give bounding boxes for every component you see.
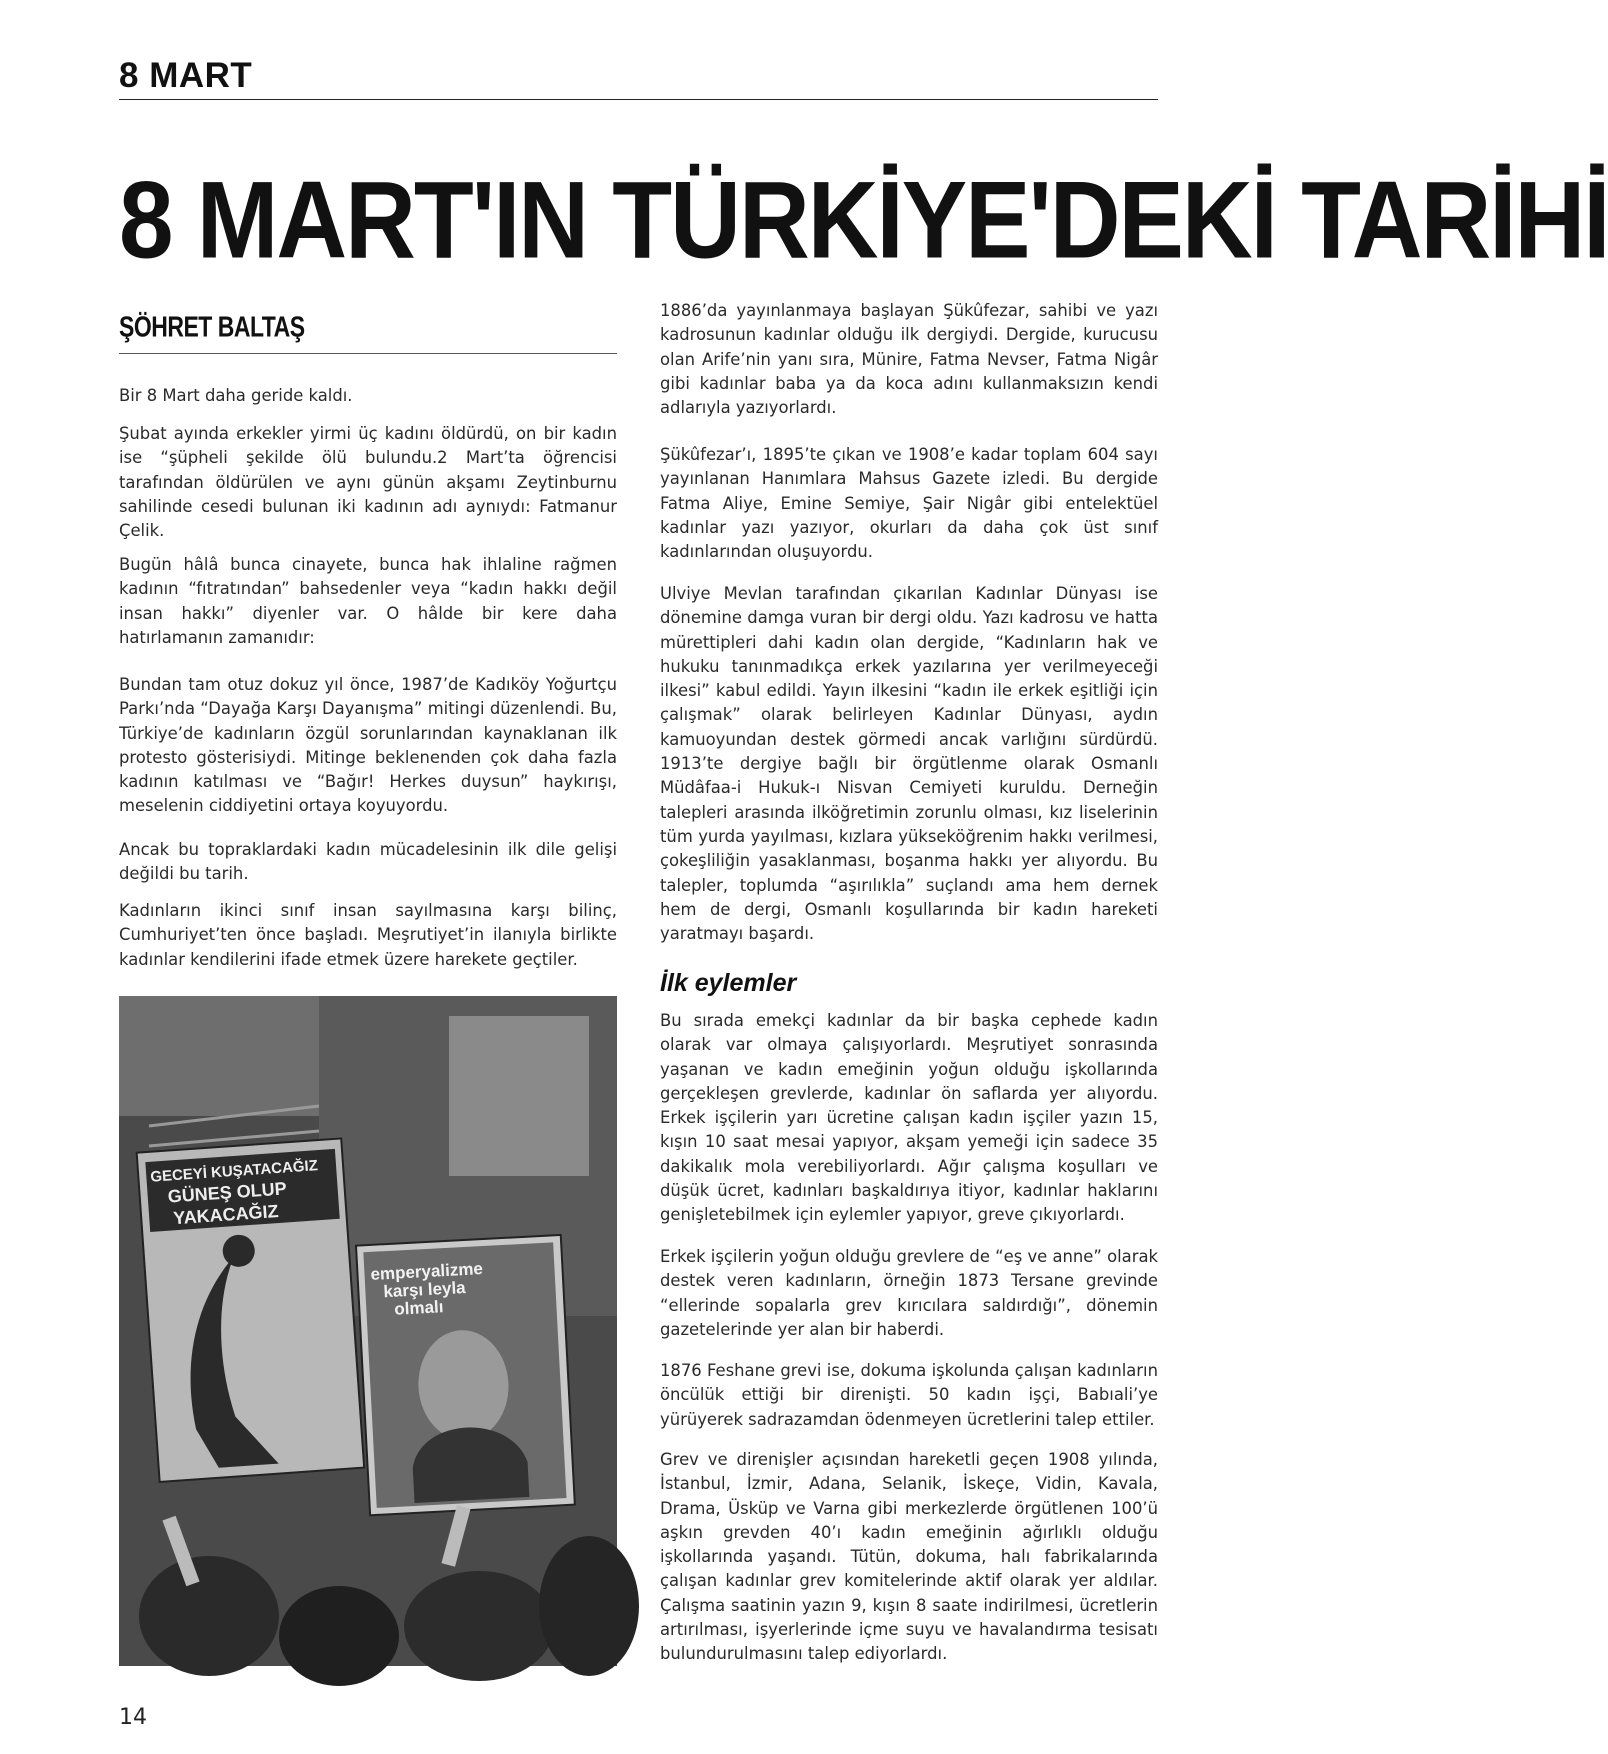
paragraph: Grev ve direnişler açısından hareketli geçen 1908 yılında, İstanbul, İzmir, Adana, Selanik, İskeçe, Vidin, Kavala, Drama, Üsküp ve Varna gibi merkezlerde örgütlenen 100’ü aşkın grevden 40’ı kadın emeğinin ağırlıklı olduğu işkollarında yaşandı. Tütün, dokuma, halı fabrikalarında çalışan kadınlar grev komitelerinde aktif olarak yer aldılar. Çalışma saatinin yazın 9, kışın 8 saate indirilmesi, ücretlerin artırılması, işyerlerinde içme suyu ve havalandırma tesisatı bulundurulmasını talep ediyorlardı. <box>660 1450 1158 1664</box>
paragraph: Şükûfezar’ı, 1895’te çıkan ve 1908’e kadar toplam 604 sayı yayınlanan Hanımlara Mahsus Gazete izledi. Bu dergide Fatma Aliye, Emine Semiye, Şair Nigâr gibi entelektüel kadınlar yazı yazıyor, okurları da daha çok üst sınıf kadınlarından oluşuyordu. <box>660 445 1158 562</box>
left-column-block <box>119 838 617 887</box>
paragraph: 1886’da yayınlanmaya başlayan Şükûfezar, sahibi ve yazı kadrosunun kadınlar olduğu ilk dergiydi. Dergide, kurucusu olan Arife’nin yanı sıra, Münire, Fatma Nevser, Fatma Nigâr gibi kadınlar baba ya da koca adını kullanmaksızın kendi adlarıyla yazıyorlardı. <box>660 301 1158 418</box>
section-label: 8 MART <box>119 56 253 95</box>
left-column <box>119 384 617 408</box>
article-title: 8 MART'IN TÜRKİYE'DEKİ TARİHİ <box>119 157 1608 282</box>
placard-left-line-1: GECEYİ KUŞATACAĞIZ <box>149 1157 319 1186</box>
paragraph: Ancak bu topraklardaki kadın mücadelesinin ilk dile gelişi değildi bu tarih. <box>119 840 617 884</box>
placard-left-line-3: YAKACAĞIZ <box>172 1200 280 1229</box>
page-number: 14 <box>119 1705 147 1730</box>
author-name: ŞÖHRET BALTAŞ <box>119 310 305 343</box>
right-column-block <box>660 1245 1158 1342</box>
placard-right-line-1: emperyalizme <box>370 1259 484 1284</box>
paragraph: Bir 8 Mart daha geride kaldı. <box>119 386 353 405</box>
protest-photo <box>119 996 617 1666</box>
paragraph: Bugün hâlâ bunca cinayete, bunca hak ihlaline rağmen kadının “fıtratından” bahsedenler veya “kadın hakkı değil insan hakkı” diyenler var. O hâlde bir kere daha hatırlamanın zamanıdır: <box>119 555 617 647</box>
right-column-block <box>660 582 1158 946</box>
placard-left-line-2: GÜNEŞ OLUP <box>167 1178 288 1207</box>
left-column-block <box>119 553 617 650</box>
left-column-block <box>119 422 617 543</box>
right-column-block <box>660 1448 1158 1667</box>
subheading: İlk eylemler <box>660 969 797 997</box>
right-column-block <box>660 443 1158 564</box>
paragraph: Bu sırada emekçi kadınlar da bir başka cephede kadın olarak var olmaya çalışıyorlardı. Meşrutiyet sonrasında yaşanan ve kadın emeğinin yoğun olduğu işkollarında gerçekleşen grevlerde, kadınlar ön saflarda yer alıyordu. Erkek işçilerin yarı ücretine çalışan kadın işçiler yazın 15, kışın 10 saat mesai yapıyor, akşam yemeği için sadece 35 dakikalık mola verebiliyorlardı. Ağır çalışma koşulları ve düşük ücret, kadınları başkaldırıya itiyor, kadınlar haklarını genişletebilmek için eylemler yapıyor, greve çıkıyorlardı. <box>660 1011 1158 1225</box>
right-column-block <box>660 299 1158 420</box>
paragraph: Kadınların ikinci sınıf insan sayılmasına karşı bilinç, Cumhuriyet’ten önce başladı. Meşrutiyet’in ilanıyla birlikte kadınlar kendilerini ifade etmek üzere harekete geçtiler. <box>119 901 617 969</box>
protest-photo-illustration <box>119 996 617 1666</box>
right-column-block <box>660 1009 1158 1228</box>
paragraph: Şubat ayında erkekler yirmi üç kadını öldürdü, on bir kadın ise “şüpheli şekilde ölü bulundu.2 Mart’ta öğrencisi tarafından öldürülen ve aynı günün akşamı Zeytinburnu sahilinde cesedi bulunan iki kadının adı aynıydı: Fatmanur Çelik. <box>119 424 617 541</box>
left-column-block <box>119 673 617 819</box>
paragraph: Ulviye Mevlan tarafından çıkarılan Kadınlar Dünyası ise dönemine damga vuran bir dergi oldu. Yazı kadrosu ve hatta mürettipleri dahi kadın olan dergide, “Kadınların hak ve hukuku tanınmadıkça erkek yazılarına yer verilmeyeceği ilkesi” kabul edildi. Yayın ilkesini “kadın ile erkek eşitliği için çalışmak” olarak belirleyen Kadınlar Dünyası, aydın kamuoyundan destek görmedi ancak varlığını sürdürdü. 1913’te dergiye bağlı bir örgütlenme olarak Osmanlı Müdâfaa-i Hukuk-ı Nisvan Cemiyeti kuruldu. Derneğin talepleri arasında ilköğretimin zorunlu olması, kız liselerinin tüm yurda yayılması, kızlara yükseköğrenim hakkı verilmesi, çokeşliliğin yasaklanması, boşanma hakkı yer alıyordu. Bu talepler, toplumda “aşırılıkla” suçlandı ama hem dernek hem de dergi, Osmanlı koşullarında bir kadın hareketi yaratmayı başardı. <box>660 584 1158 944</box>
placard-right-line-3: olmalı <box>393 1297 444 1319</box>
section-header <box>119 52 1158 100</box>
paragraph: Erkek işçilerin yoğun olduğu grevlere de “eş ve anne” olarak destek veren kadınların, örneğin 1873 Tersane grevinde “ellerinde sopalarla grev kırıcılara saldırdığı”, dönemin gazetelerinde yer alan bir haberdi. <box>660 1247 1158 1339</box>
paragraph: Bundan tam otuz dokuz yıl önce, 1987’de Kadıköy Yoğurtçu Parkı’nda “Dayağa Karşı Dayanışma” mitingi düzenlendi. Bu, Türkiye’de kadınların özgül sorunlarından kaynaklanan ilk protesto gösterisiydi. Mitinge beklenenden çok daha fazla kadının katılması ve “Bağır! Herkes duysun” haykırışı, meselenin ciddiyetini ortaya koyuyordu. <box>119 675 617 816</box>
author-byline <box>119 310 617 354</box>
placard-right-line-2: karşı leyla <box>382 1277 467 1302</box>
left-column-block <box>119 899 617 972</box>
paragraph: 1876 Feshane grevi ise, dokuma işkolunda çalışan kadınların öncülük ettiği bir direnişti. 50 kadın işçi, Babıali’ye yürüyerek sadrazamdan ödenmeyen ücretlerini talep ettiler. <box>660 1361 1158 1429</box>
right-column-block <box>660 1359 1158 1432</box>
